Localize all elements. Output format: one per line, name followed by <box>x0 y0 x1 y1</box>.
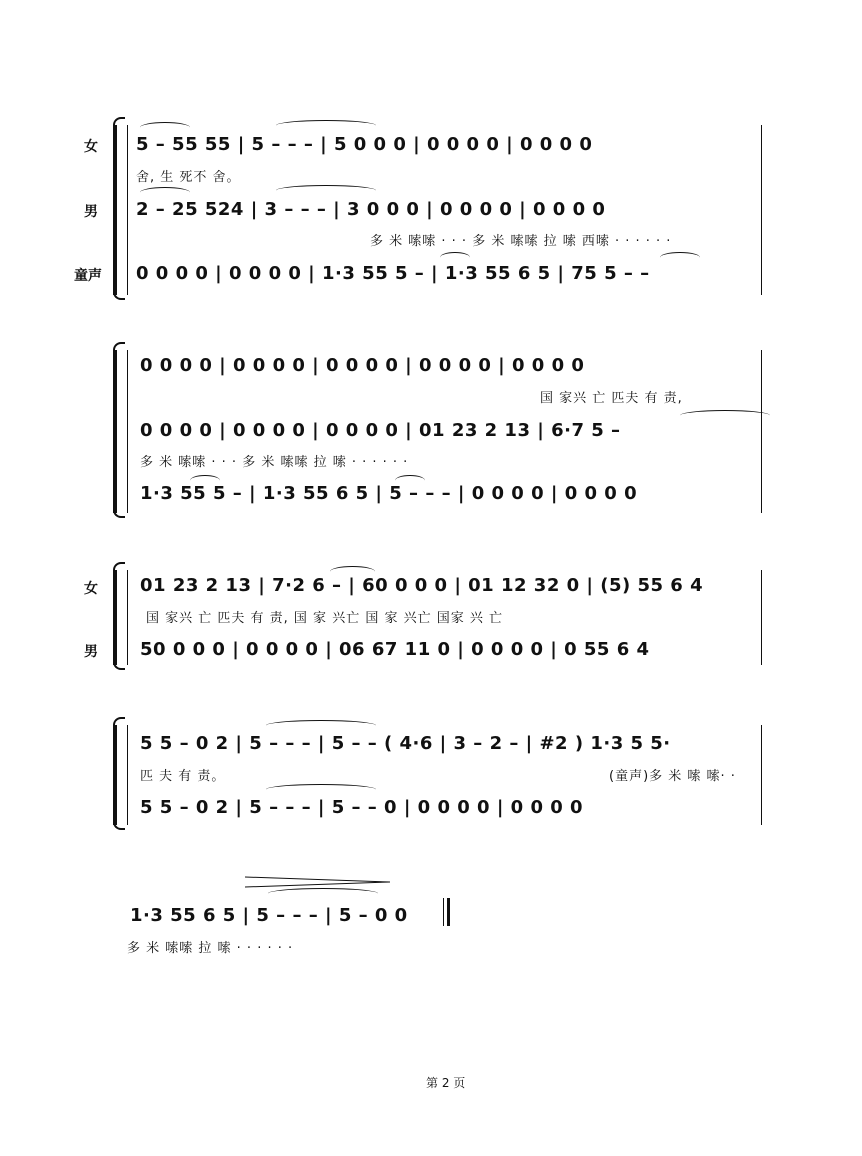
system-bracket <box>113 725 117 825</box>
female-notes: 0 0 0 0 | 0 0 0 0 | 0 0 0 0 | 0 0 0 0 | 0 0 0 0 <box>140 355 585 376</box>
slur <box>190 475 220 486</box>
bracket-bottom <box>113 820 125 830</box>
children-notes: 0 0 0 0 | 0 0 0 0 | 1·3 55 5 – | 1·3 55 6 5 | 75 5 – – <box>136 263 650 284</box>
male-lyrics: 多 米 嗦嗦 · · · 多 米 嗦嗦 拉 嗦 · · · · · · <box>140 455 409 470</box>
male-notes: 0 0 0 0 | 0 0 0 0 | 0 0 0 0 | 01 23 2 13 | 6·7 5 – <box>140 420 621 441</box>
female-lyrics: 舍, 生 死不 舍。 <box>136 170 241 185</box>
system-line <box>127 125 128 295</box>
male-notes: 5 5 – 0 2 | 5 – – – | 5 – – 0 | 0 0 0 0 | 0 0 0 0 <box>140 797 584 818</box>
bracket-top <box>113 717 125 727</box>
slur <box>266 784 376 795</box>
female-lyrics: 国 家兴 亡 匹夫 有 责, 国 家 兴亡 国 家 兴亡 国家 兴 亡 <box>146 611 503 626</box>
female-lyrics: 国 家兴 亡 匹夫 有 责, <box>540 391 683 406</box>
slur <box>680 410 770 421</box>
bracket-bottom <box>113 290 125 300</box>
barline-end <box>761 350 762 513</box>
barline-end <box>761 725 762 825</box>
label-male: 男 <box>84 204 98 220</box>
barline-final-thin <box>443 898 444 926</box>
label-children: 童声 <box>74 268 102 284</box>
notes: 1·3 55 6 5 | 5 – – – | 5 – 0 0 <box>130 905 408 926</box>
barline-end <box>761 125 762 295</box>
system-line <box>127 350 128 513</box>
slur <box>660 252 700 263</box>
lyrics: 多 米 嗦嗦 拉 嗦 · · · · · · <box>127 941 294 956</box>
system-bracket <box>113 570 117 665</box>
slur <box>140 187 190 198</box>
slur <box>276 120 376 131</box>
male-notes: 50 0 0 0 | 0 0 0 0 | 06 67 11 0 | 0 0 0 0 | 0 55 6 4 <box>140 639 650 660</box>
decrescendo-mark <box>245 876 390 890</box>
male-notes: 2 – 25 524 | 3 – – – | 3 0 0 0 | 0 0 0 0 | 0 0 0 0 <box>136 199 606 220</box>
female-lyrics-2: (童声)多 米 嗦 嗦· · <box>609 769 736 784</box>
barline-end <box>761 570 762 665</box>
female-notes: 5 5 – 0 2 | 5 – – – | 5 – – ( 4·6 | 3 – 2 – | #2 ) 1·3 5 5· <box>140 733 671 754</box>
barline-final-thick <box>447 898 450 926</box>
slur <box>266 720 376 731</box>
system-bracket <box>113 125 117 295</box>
female-notes: 5 – 55 55 | 5 – – – | 5 0 0 0 | 0 0 0 0 | 0 0 0 0 <box>136 134 593 155</box>
slur <box>140 122 190 133</box>
children-notes: 1·3 55 5 – | 1·3 55 6 5 | 5 – – – | 0 0 0 0 | 0 0 0 0 <box>140 483 638 504</box>
bracket-bottom <box>113 508 125 518</box>
male-lyrics: 多 米 嗦嗦 · · · 多 米 嗦嗦 拉 嗦 西嗦 · · · · · · <box>370 234 672 249</box>
female-notes: 01 23 2 13 | 7·2 6 – | 60 0 0 0 | 01 12 32 0 | (5) 55 6 4 <box>140 575 704 596</box>
page-number: 第 2 页 <box>426 1076 466 1090</box>
slur <box>276 185 376 196</box>
label-female: 女 <box>84 581 98 597</box>
label-female: 女 <box>84 139 98 155</box>
bracket-bottom <box>113 660 125 670</box>
system-line <box>127 725 128 825</box>
system-bracket <box>113 350 117 513</box>
system-line <box>127 570 128 665</box>
slur <box>440 252 470 263</box>
bracket-top <box>113 562 125 572</box>
female-lyrics: 匹 夫 有 责。 <box>140 769 226 784</box>
slur <box>395 475 425 486</box>
bracket-top <box>113 117 125 127</box>
slur <box>330 566 375 577</box>
label-male: 男 <box>84 644 98 660</box>
bracket-top <box>113 342 125 352</box>
